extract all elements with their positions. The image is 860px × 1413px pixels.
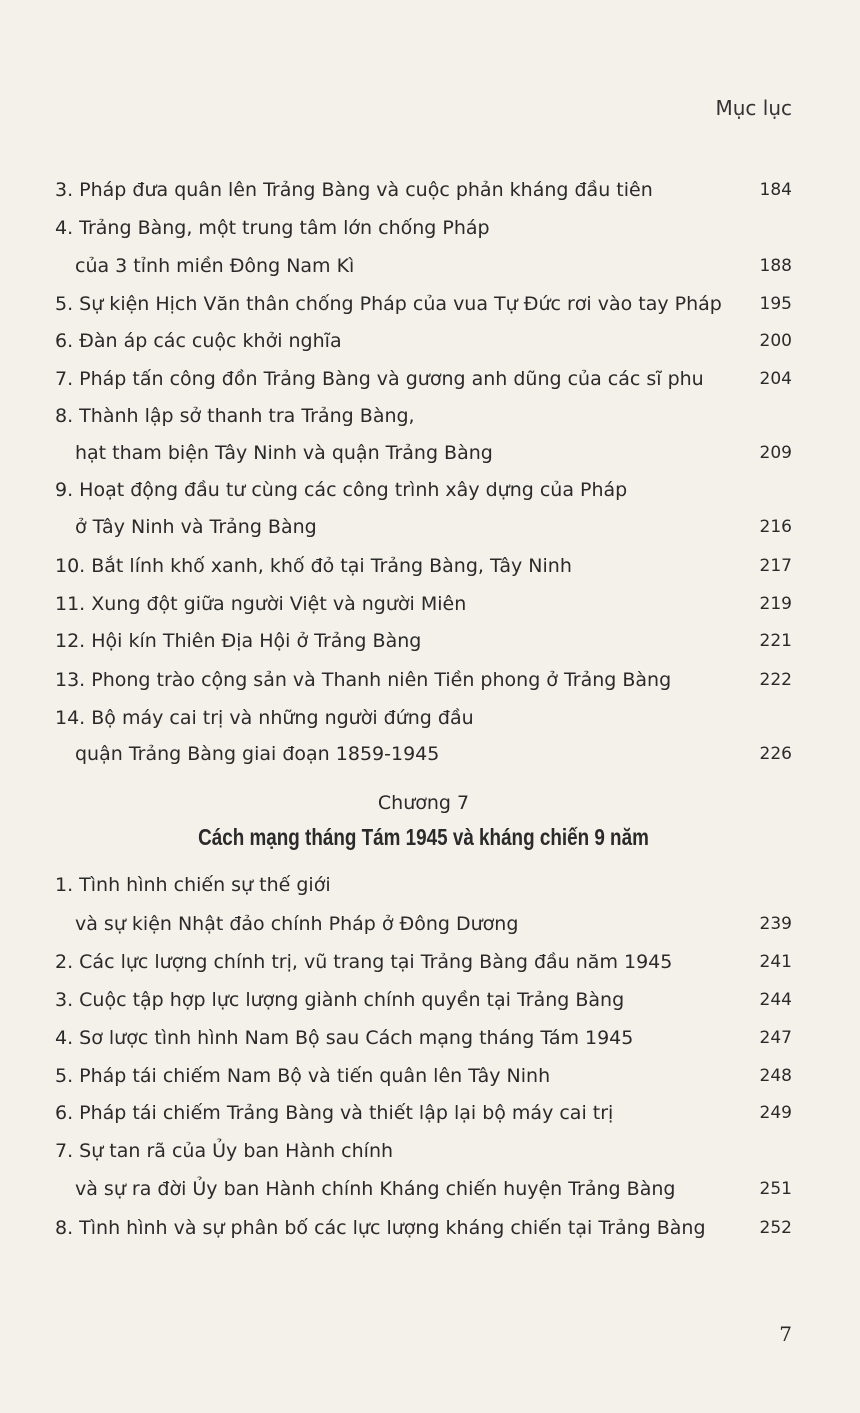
toc-entry-page: 209 bbox=[759, 443, 792, 463]
toc-entry-text: 6. Pháp tái chiếm Trảng Bàng và thiết lập lại bộ máy cai trị bbox=[55, 1102, 614, 1124]
toc-entry-text: 3. Cuộc tập hợp lực lượng giành chính quyền tại Trảng Bàng bbox=[55, 989, 625, 1011]
toc-entry-text: 4. Sơ lược tình hình Nam Bộ sau Cách mạng tháng Tám 1945 bbox=[55, 1027, 634, 1049]
toc-entry-text: ở Tây Ninh và Trảng Bàng bbox=[75, 516, 317, 538]
toc-entry-page: 249 bbox=[759, 1103, 792, 1123]
chapter-number: Chương 7 bbox=[377, 792, 470, 814]
toc-entry-page: 188 bbox=[759, 256, 792, 276]
toc-entry-text: 1. Tình hình chiến sự thế giới bbox=[55, 874, 331, 896]
toc-entry-page: 217 bbox=[759, 556, 792, 576]
toc-entry-page: 247 bbox=[759, 1028, 792, 1048]
toc-entry-page: 252 bbox=[759, 1218, 792, 1238]
toc-entry-text: 5. Sự kiện Hịch Văn thân chống Pháp của vua Tự Đức rơi vào tay Pháp bbox=[55, 293, 722, 315]
toc-entry-text: và sự kiện Nhật đảo chính Pháp ở Đông Dương bbox=[75, 913, 519, 935]
toc-entry-text: 4. Trảng Bàng, một trung tâm lớn chống Pháp bbox=[55, 217, 490, 239]
toc-entry-page: 251 bbox=[759, 1179, 792, 1199]
toc-entry-page: 200 bbox=[759, 331, 792, 351]
toc-entry-page: 221 bbox=[759, 631, 792, 651]
toc-entry-text: 6. Đàn áp các cuộc khởi nghĩa bbox=[55, 330, 342, 352]
toc-entry-page: 248 bbox=[759, 1066, 792, 1086]
toc-entry-text: 2. Các lực lượng chính trị, vũ trang tại Trảng Bàng đầu năm 1945 bbox=[55, 951, 673, 973]
toc-entry-page: 195 bbox=[759, 294, 792, 314]
toc-entry-text: 7. Pháp tấn công đồn Trảng Bàng và gương anh dũng của các sĩ phu bbox=[55, 368, 704, 390]
toc-entry-text: hạt tham biện Tây Ninh và quận Trảng Bàng bbox=[75, 442, 493, 464]
toc-entry-page: 216 bbox=[759, 517, 792, 537]
toc-entry-text: 9. Hoạt động đầu tư cùng các công trình xây dựng của Pháp bbox=[55, 479, 628, 501]
toc-entry-page: 226 bbox=[759, 744, 792, 764]
toc-entry-text: 14. Bộ máy cai trị và những người đứng đầu bbox=[55, 707, 474, 729]
running-header: Mục lục bbox=[715, 96, 792, 120]
toc-entry-text: 10. Bắt lính khố xanh, khố đỏ tại Trảng Bàng, Tây Ninh bbox=[55, 555, 572, 577]
toc-entry-text: quận Trảng Bàng giai đoạn 1859-1945 bbox=[75, 743, 440, 765]
toc-entry-page: 239 bbox=[759, 914, 792, 934]
toc-entry-text: 13. Phong trào cộng sản và Thanh niên Tiền phong ở Trảng Bàng bbox=[55, 669, 672, 691]
toc-entry-page: 244 bbox=[759, 990, 792, 1010]
toc-entry-text: 3. Pháp đưa quân lên Trảng Bàng và cuộc phản kháng đầu tiên bbox=[55, 179, 653, 201]
toc-entry-text: và sự ra đời Ủy ban Hành chính Kháng chiến huyện Trảng Bàng bbox=[75, 1178, 676, 1200]
page-number: 7 bbox=[779, 1322, 792, 1346]
toc-entry-page: 184 bbox=[759, 180, 792, 200]
toc-entry-page: 204 bbox=[759, 369, 792, 389]
toc-entry-page: 241 bbox=[759, 952, 792, 972]
toc-entry-text: 12. Hội kín Thiên Địa Hội ở Trảng Bàng bbox=[55, 630, 422, 652]
toc-entry-page: 219 bbox=[759, 594, 792, 614]
toc-entry-text: 11. Xung đột giữa người Việt và người Miên bbox=[55, 593, 467, 615]
toc-entry-text: 5. Pháp tái chiếm Nam Bộ và tiến quân lên Tây Ninh bbox=[55, 1065, 551, 1087]
toc-entry-text: 7. Sự tan rã của Ủy ban Hành chính bbox=[55, 1140, 394, 1162]
chapter-title: Cách mạng tháng Tám 1945 và kháng chiến 9 năm bbox=[198, 824, 649, 850]
toc-entry-page: 222 bbox=[759, 670, 792, 690]
toc-entry-text: 8. Tình hình và sự phân bố các lực lượng kháng chiến tại Trảng Bàng bbox=[55, 1217, 706, 1239]
toc-entry-text: 8. Thành lập sở thanh tra Trảng Bàng, bbox=[55, 405, 415, 427]
toc-entry-text: của 3 tỉnh miền Đông Nam Kì bbox=[75, 255, 355, 277]
